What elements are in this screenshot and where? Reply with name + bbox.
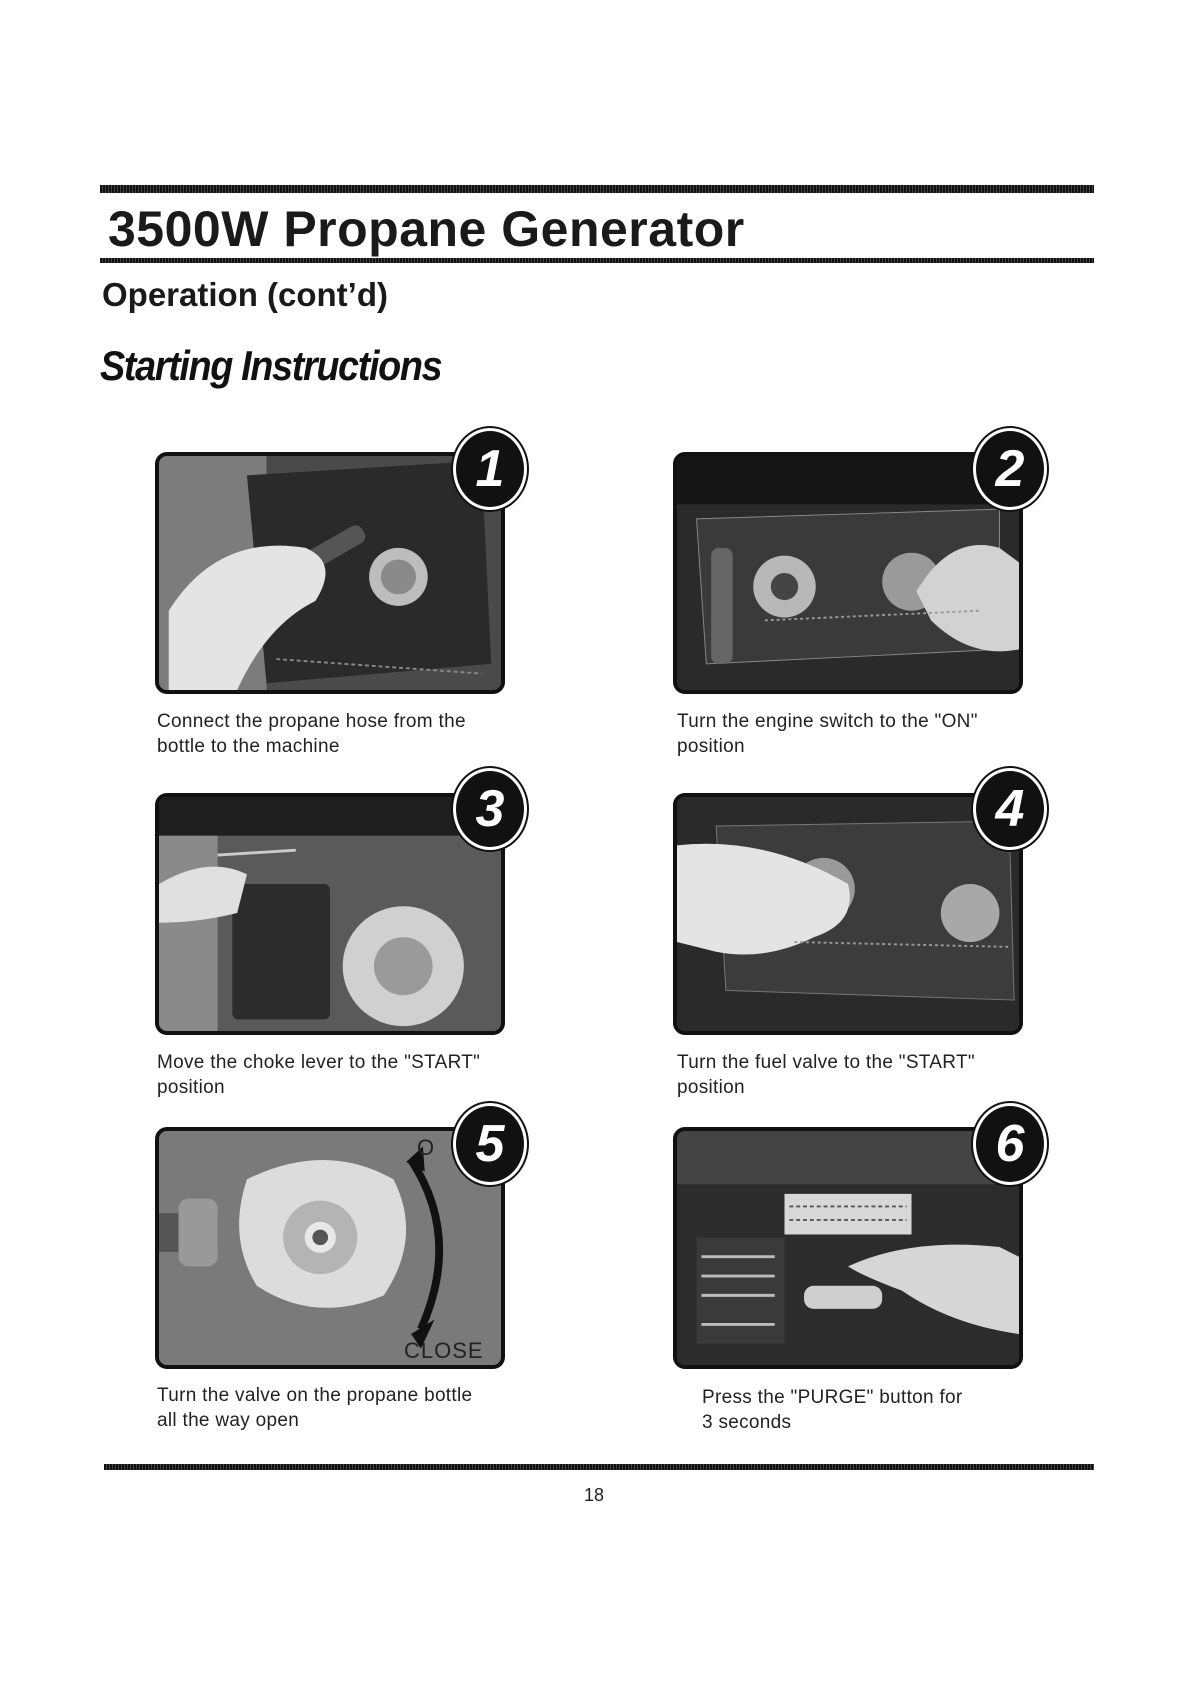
- step-1-caption: [157, 709, 517, 759]
- step-3-number-badge: 3: [453, 768, 527, 850]
- bottom-rule: [104, 1464, 1094, 1470]
- step-4-caption: [677, 1050, 1037, 1100]
- step-6-caption-line2: 3 seconds: [702, 1412, 792, 1433]
- step-3-photo: [155, 793, 505, 1035]
- step-5-caption: [157, 1383, 517, 1433]
- page-title: 3500W Propane Generator: [108, 201, 745, 257]
- step-3-caption-line2: position: [157, 1077, 225, 1098]
- step-4-number-badge: 4: [973, 768, 1047, 850]
- section-subtitle: Operation (cont’d): [102, 276, 388, 313]
- page-number: 18: [583, 1485, 605, 1505]
- step-6-photo: [673, 1127, 1023, 1369]
- step-2-number-badge: 2: [973, 428, 1047, 510]
- step-4-caption-line2: position: [677, 1077, 745, 1098]
- step-2-photo: [673, 452, 1023, 694]
- step-4-caption-line1: Turn the fuel valve to the "START": [677, 1052, 975, 1073]
- step-1-caption-line2: bottle to the machine: [157, 736, 340, 757]
- step-6-number-badge: 6: [973, 1103, 1047, 1185]
- valve-close-label: CLOSE: [404, 1338, 484, 1363]
- step-5-caption-line2: all the way open: [157, 1410, 300, 1431]
- step-3-caption-line1: Move the choke lever to the "START": [157, 1052, 481, 1073]
- step-6-caption-line1: Press the "PURGE" button for: [702, 1387, 963, 1408]
- step-5-number-badge: 5: [453, 1103, 527, 1185]
- section-heading: Starting Instructions: [100, 342, 442, 389]
- step-2-caption-line2: position: [677, 736, 745, 757]
- step-2-caption: [677, 709, 1037, 759]
- step-5-photo: [155, 1127, 505, 1369]
- step-4-photo: [673, 793, 1023, 1035]
- valve-open-label: O: [417, 1135, 435, 1160]
- step-1-number-badge: 1: [453, 428, 527, 510]
- step-6-caption: [702, 1385, 1062, 1435]
- step-1-photo: [155, 452, 505, 694]
- step-1-caption-line1: Connect the propane hose from the: [157, 711, 466, 732]
- step-3-caption: [157, 1050, 517, 1100]
- step-2-caption-line1: Turn the engine switch to the "ON": [677, 711, 978, 732]
- title-underline-rule: [100, 258, 1094, 263]
- step-5-caption-line1: Turn the valve on the propane bottle: [157, 1385, 473, 1406]
- top-rule: [100, 185, 1094, 193]
